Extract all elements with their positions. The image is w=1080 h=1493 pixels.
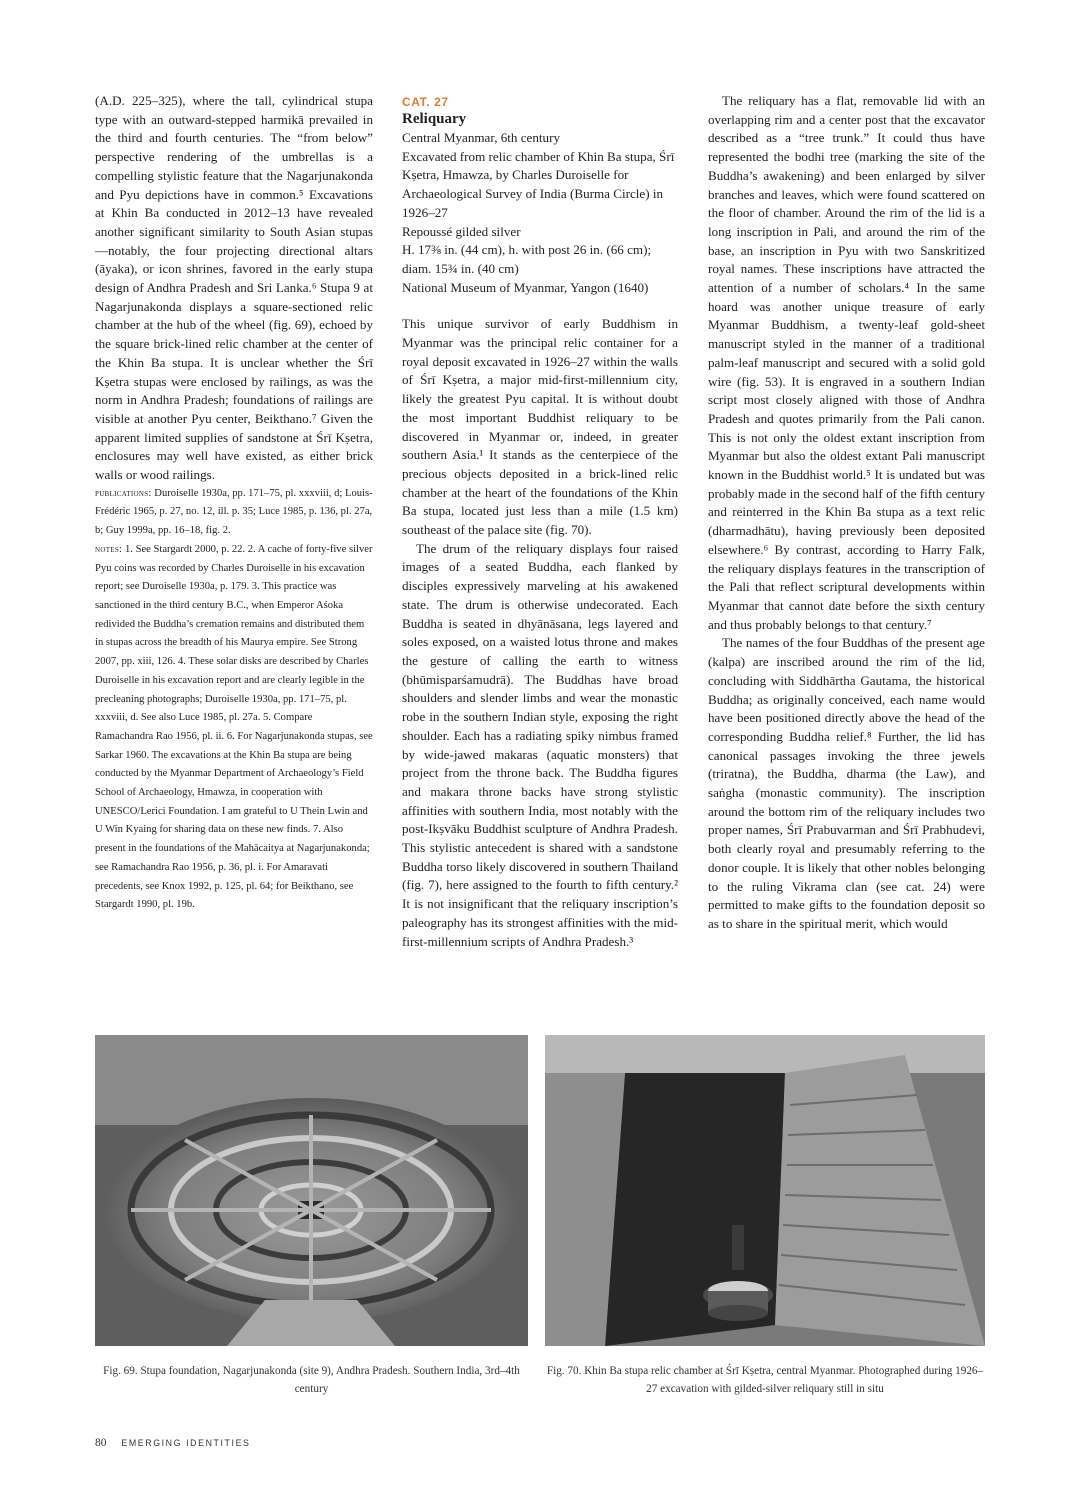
spacer xyxy=(402,297,678,315)
text-column-middle xyxy=(402,92,678,951)
catalogue-meta xyxy=(402,129,678,297)
meta-collection: National Museum of Myanmar, Yangon (1640) xyxy=(402,279,649,295)
meta-provenance: Excavated from relic chamber of Khin Ba stupa, Śrī Kṣetra, Hmawza, by Charles Duroiselle for Archaeological Survey of India (Burma Circle) in 1926–27 xyxy=(402,148,675,220)
figure-69-photo xyxy=(95,1035,528,1346)
text-column-left xyxy=(95,92,373,915)
body-paragraph: This unique survivor of early Buddhism in Myanmar was the principal relic container for a royal deposit excavated in 1926–27 within the walls of Śrī Kṣetra, a major mid-first-millennium city, likely the greatest Pyu capital. It is without doubt the most important Buddhist reliquary to be discovered in Myanmar or, indeed, in greater southern Asia.¹ It stands as the centerpiece of the precious objects deposited in a brick-lined relic chamber at the heart of the foundations of the Khin Ba stupa, located just less than a mile (1.5 km) southeast of the palace site (fig. 70). xyxy=(402,316,678,538)
body-paragraph: The reliquary has a flat, removable lid with an overlapping rim and a center post that the excavator described as a “tree trunk.” It could thus have represented the bodhi tree (marking the site of the Buddha’s awakening) and been enlarged by silver branches and leaves, which were found scattered on the floor of chamber. Around the rim of the lid is a long inscription in Pali, and around the rim of the base, an inscription in Pyu with two Sanskritized royal names. These inscriptions have attracted the attention of a number of scholars.⁴ In the same hoard was another unique treasure of early Myanmar Buddhism, a twenty-leaf gold-sheet manuscript styled in the manner of a traditional palm-leaf manuscript and secured with a solid gold wire (fig. 53). It is engraved in a southern Indian script most closely aligned with those of Andhra Pradesh and quotes primarily from the Pali canon. This is not only the oldest extant inscription from Myanmar but also the oldest extant Pali manuscript known in the Buddhist world.⁵ It is undated but was probably made in the second half of the fifth century and reinterred in the Khin Ba stupa as a text relic (dharmadhātu), having previously been deposited elsewhere.⁶ By contrast, according to Harry Falk, the reliquary displays features in the transcription of the Pali that reflect scriptural developments within Myanmar that cannot date before the sixth century and thus probably belongs to that century.⁷ xyxy=(708,93,985,632)
running-head: EMERGING IDENTITIES xyxy=(121,1438,251,1448)
body-paragraph: (A.D. 225–325), where the tall, cylindrical stupa type with an outward-stepped harmikā prevailed in the third and fourth centuries. The “from below” perspective rendering of the umbrellas is a compelling stylistic feature that the Nagarjunakonda and Pyu depictions have in common.⁵ Excavations at Khin Ba conducted in 2012–13 have revealed another significant similarity to South Asian stupas—notably, the four projecting directional altars (āyaka), or icon shrines, favored in the early stupa design of Andhra Pradesh and Sri Lanka.⁶ Stupa 9 at Nagarjunakonda displays a square-sectioned relic chamber at the hub of the wheel (fig. 69), echoed by the square brick-lined relic chamber at the center of the Khin Ba stupa. It is unclear whether the Śrī Kṣetra stupas were enclosed by railings, as was the norm in Andhra Pradesh; foundations of railings are visible at another Pyu center, Beikthano.⁷ Given the apparent limited supplies of sandstone at Śrī Kṣetra, enclosures may well have existed, as either brick walls or wood railings. xyxy=(95,93,373,483)
figure-70-caption: Fig. 70. Khin Ba stupa relic chamber at Śrī Kṣetra, central Myanmar. Photographed during 1926–27 excavation with gilded-silver reliquary still in situ xyxy=(546,1365,984,1395)
body-paragraph: The drum of the reliquary displays four raised images of a seated Buddha, each flanked by disciples expressively marveling at his awakened state. The drum is otherwise undecorated. Each Buddha is seated in dhyānāsana, legs layered and soles exposed, on a waisted lotus throne and makes the gesture of calling the earth to witness (bhūmisparśamudrā). The Buddhas have broad shoulders and slender limbs and wear the monastic robe in the southern Indian style, exposing the right shoulder. Each has a radiating spiky nimbus framed by wide-jawed makaras (aquatic monsters) that project from the throne back. The Buddha figures and makara throne backs have strong stylistic affinities with southern India, most notably with the post-Ikṣvāku Buddhist sculpture of Andhra Pradesh. This stylistic antecedent is shared with a sandstone Buddha torso likely discovered in southern Thailand (fig. 7), here assigned to the fourth to fifth century.² It is not insignificant that the reliquary inscription’s paleography has its strongest affinities with the mid-first-millennium scripts of Andhra Pradesh.³ xyxy=(402,540,678,949)
publications-label: publications: xyxy=(95,487,152,499)
body-paragraph: The names of the four Buddhas of the present age (kalpa) are inscribed around the rim of the lid, concluding with Siddhārtha Gautama, the historical Buddha; as originally conceived, each name would have been positioned directly above the head of the corresponding Buddha relief.⁸ Further, the lid has canonical passages invoking the three jewels (triratna), the Buddha, dharma (the Law), and saṅgha (monastic community). The inscription around the bottom rim of the reliquary includes two proper names, Śrī Prabuvarman and Śrī Prabhudevi, both clearly royal and presumably referring to the donor couple. It is likely that other nobles belonging to the ruling Vikrama clan (see cat. 24) were permitted to make gifts to the foundation deposit so as to share in the spiritual merit, which would xyxy=(708,635,985,931)
notes-block xyxy=(95,541,373,915)
notes-label: notes: xyxy=(95,543,123,555)
notes-text: 1. See Stargardt 2000, p. 22. 2. A cache of forty-five silver Pyu coins was recorded by Charles Duroiselle in his excavation report; see Duroiselle 1930a, p. 179. 3. This practice was sanctioned in the third century B.C., when Emperor Aśoka redivided the Buddha’s cremation remains and distributed them in stupas across the breadth of his Maurya empire. See Strong 2007, pp. xiii, 126. 4. These solar disks are described by Charles Duroiselle in his excavation report and are clearly legible in the precleaning photographs; Duroiselle 1930a, pp. 171–75, pl. xxxviii, d. See also Luce 1985, pl. 27a. 5. Compare Ramachandra Rao 1956, pl. ii. 6. For Nagarjunakonda stupas, see Sarkar 1960. The excavations at the Khin Ba stupa are being conducted by the Myanmar Department of Archaeology’s Field School of Archaeology, Hmawza, in cooperation with UNESCO/Lerici Foundation. I am grateful to U Thein Lwin and U Win Kyaing for sharing data on these new finds. 7. Also present in the foundations of the Mahācaitya at Nagarjunakonda; see Ramachandra Rao 1956, p. 36, pl. i. For Amaravati precedents, see Knox 1992, p. 125, pl. 64; for Beikthano, see Stargardt 1990, pl. 19b. xyxy=(95,543,373,911)
page-footer xyxy=(95,1437,251,1449)
figure-69-caption: Fig. 69. Stupa foundation, Nagarjunakonda (site 9), Andhra Pradesh. Southern India, 3rd–4th century xyxy=(103,1365,520,1395)
meta-origin: Central Myanmar, 6th century xyxy=(402,130,561,145)
meta-material: Repoussé gilded silver xyxy=(402,223,521,239)
publications-text: Duroiselle 1930a, pp. 171–75, pl. xxxviii, d; Louis-Frédéric 1965, p. 27, no. 12, ill. p. 35; Luce 1985, p. 136, pl. 27a, b; Guy 1999a, pp. 16–18, fig. 2. xyxy=(95,487,373,537)
meta-dimensions: H. 17⅜ in. (44 cm), h. with post 26 in. (66 cm); diam. 15¾ in. (40 cm) xyxy=(402,242,652,276)
page-number: 80 xyxy=(95,1437,107,1449)
catalogue-title: Reliquary xyxy=(402,111,467,127)
publications-block xyxy=(95,485,373,541)
catalogue-number: CAT. 27 xyxy=(402,95,449,109)
figure-70-photo xyxy=(545,1035,985,1346)
text-column-right xyxy=(708,92,985,934)
